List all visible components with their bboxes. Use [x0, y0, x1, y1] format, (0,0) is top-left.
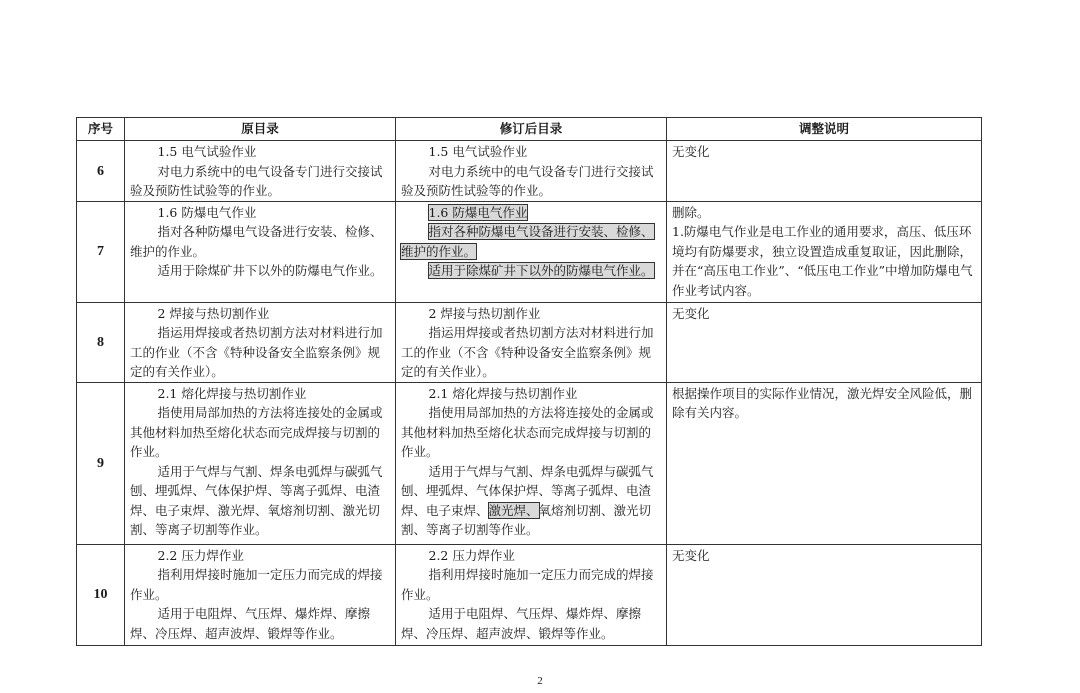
note-text: 根据操作项目的实际作业情况，激光焊安全风险低，删除有关内容。 — [672, 385, 973, 420]
original-cell — [125, 141, 396, 202]
item-title: 2.2 压力焊作业 — [157, 547, 244, 563]
row-number: 10 — [77, 544, 125, 645]
table-row — [77, 201, 982, 302]
note-cell — [667, 201, 982, 302]
item-description: 指运用焊接或者热切割方法对材料进行加工的作业（不含《特种设备安全监察条例》规定的有关作业）。 — [130, 325, 383, 379]
original-cell — [125, 544, 396, 645]
item-description: 对电力系统中的电气设备专门进行交接试验及预防性试验等的作业。 — [130, 163, 383, 198]
original-cell — [125, 382, 396, 544]
table-header-row — [77, 118, 982, 141]
item-title: 2 焊接与热切割作业 — [428, 305, 541, 321]
row-number: 7 — [77, 201, 125, 302]
header-original: 原目录 — [125, 118, 396, 141]
deleted-item-description: 指对各种防爆电气设备进行安装、检修、维护的作业。 — [401, 224, 654, 259]
item-scope: 适用于电阻焊、气压焊、爆炸焊、摩擦焊、冷压焊、超声波焊、锻焊等作业。 — [130, 606, 371, 641]
note-reason: 1.防爆电气作业是电工作业的通用要求，高压、低压环境均有防爆要求，独立设置造成重复取证，因此删除，并在“高压电工作业”、“低压电工作业”中增加防爆电气作业考试内容。 — [672, 224, 973, 298]
item-scope: 适用于除煤矿井下以外的防爆电气作业。 — [157, 263, 383, 278]
table-row — [77, 302, 982, 382]
header-revised: 修订后目录 — [396, 118, 667, 141]
item-description: 指对各种防爆电气设备进行安装、检修、维护的作业。 — [130, 224, 383, 259]
note-cell — [667, 141, 982, 202]
item-title: 1.6 防爆电气作业 — [157, 204, 257, 220]
deleted-phrase: 激光焊、 — [488, 502, 539, 518]
item-description: 指使用局部加热的方法将连接处的金属或其他材料加热至熔化状态而完成焊接与切割的作业。 — [130, 405, 383, 459]
original-cell — [125, 302, 396, 382]
revised-cell — [396, 201, 667, 302]
note-text: 无变化 — [672, 305, 710, 321]
item-title: 1.5 电气试验作业 — [157, 144, 257, 159]
table-row — [77, 544, 982, 645]
revised-cell — [396, 382, 667, 544]
page-number: 2 — [537, 675, 543, 687]
item-description: 指运用焊接或者热切割方法对材料进行加工的作业（不含《特种设备安全监察条例》规定的有关作业）。 — [401, 325, 654, 379]
deleted-item-title: 1.6 防爆电气作业 — [428, 204, 528, 220]
header-seq: 序号 — [77, 118, 125, 141]
row-number: 9 — [77, 382, 125, 544]
item-scope: 适用于气焊与气割、焊条电弧焊与碳弧气刨、埋弧焊、气体保护焊、等离子弧焊、电渣焊、电子束焊、激光焊、氧熔剂切割、激光切割、等离子切割等作业。 — [401, 463, 654, 537]
revised-cell — [396, 141, 667, 202]
catalog-revision-table — [76, 117, 982, 646]
note-text: 无变化 — [672, 144, 710, 159]
item-description: 指使用局部加热的方法将连接处的金属或其他材料加热至熔化状态而完成焊接与切割的作业。 — [401, 405, 654, 459]
item-title: 2 焊接与热切割作业 — [157, 305, 270, 321]
item-description: 指利用焊接时施加一定压力而完成的焊接作业。 — [130, 567, 383, 602]
note-text: 无变化 — [672, 547, 710, 563]
item-title: 2.2 压力焊作业 — [428, 547, 515, 563]
note-text: 删除。 — [672, 204, 710, 220]
note-cell — [667, 302, 982, 382]
item-description: 指利用焊接时施加一定压力而完成的焊接作业。 — [401, 567, 654, 602]
row-number: 6 — [77, 141, 125, 202]
note-cell — [667, 544, 982, 645]
deleted-item-scope: 适用于除煤矿井下以外的防爆电气作业。 — [428, 263, 654, 278]
original-cell — [125, 201, 396, 302]
item-description: 对电力系统中的电气设备专门进行交接试验及预防性试验等的作业。 — [401, 163, 654, 198]
item-title: 1.5 电气试验作业 — [428, 144, 528, 159]
table-row — [77, 141, 982, 202]
row-number: 8 — [77, 302, 125, 382]
item-title: 2.1 熔化焊接与热切割作业 — [157, 385, 307, 401]
item-scope: 适用于电阻焊、气压焊、爆炸焊、摩擦焊、冷压焊、超声波焊、锻焊等作业。 — [401, 606, 642, 641]
table-row — [77, 382, 982, 544]
item-scope: 适用于气焊与气割、焊条电弧焊与碳弧气刨、埋弧焊、气体保护焊、等离子弧焊、电渣焊、电子束焊、激光焊、氧熔剂切割、激光切割、等离子切割等作业。 — [130, 463, 383, 537]
revised-cell — [396, 302, 667, 382]
revised-cell — [396, 544, 667, 645]
header-note: 调整说明 — [667, 118, 982, 141]
note-cell — [667, 382, 982, 544]
item-title: 2.1 熔化焊接与热切割作业 — [428, 385, 578, 401]
